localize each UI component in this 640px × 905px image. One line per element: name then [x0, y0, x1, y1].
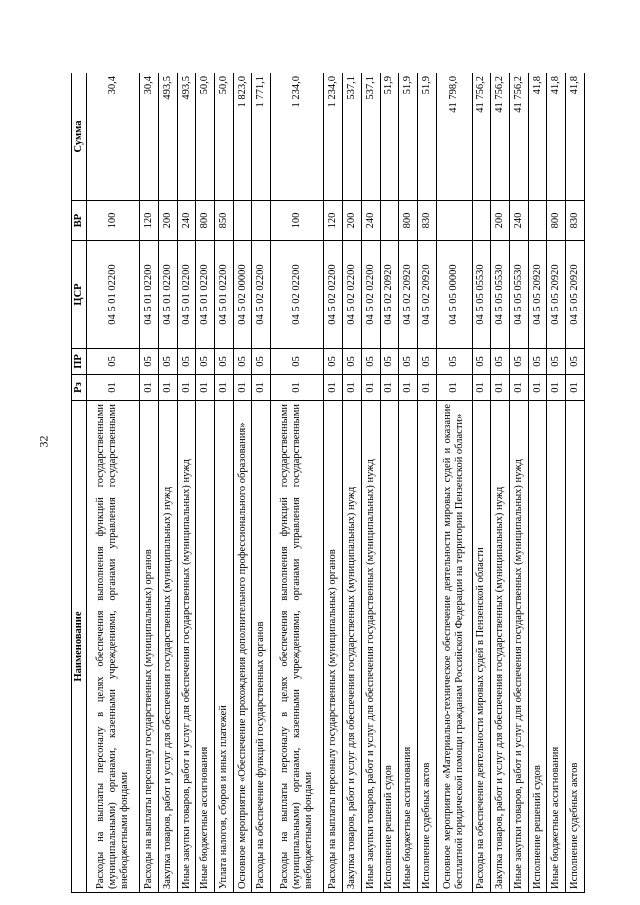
cell-csr: 04 5 02 02200 [324, 241, 343, 349]
cell-pr: 05 [196, 349, 215, 375]
table-row [528, 73, 547, 893]
cell-name: Иные бюджетные ассигнования [399, 401, 418, 893]
cell-rz: 01 [510, 375, 529, 401]
cell-sum: 1 234,0 [324, 73, 343, 201]
cell-vr [436, 201, 472, 241]
cell-pr: 05 [177, 349, 196, 375]
cell-rz: 01 [140, 375, 159, 401]
cell-vr: 100 [271, 201, 324, 241]
table-row [233, 73, 252, 893]
cell-name: Иные бюджетные ассигнования [547, 401, 566, 893]
cell-name: Исполнение судебных актов [417, 401, 436, 893]
cell-pr: 05 [417, 349, 436, 375]
cell-sum: 41 756,2 [472, 73, 491, 201]
cell-vr: 830 [566, 201, 585, 241]
table-row [343, 73, 362, 893]
cell-rz: 01 [472, 375, 491, 401]
cell-pr: 05 [158, 349, 177, 375]
cell-vr: 800 [196, 201, 215, 241]
cell-pr: 05 [472, 349, 491, 375]
table-row [252, 73, 271, 893]
cell-csr: 04 5 05 20920 [566, 241, 585, 349]
cell-vr: 830 [417, 201, 436, 241]
cell-pr: 05 [547, 349, 566, 375]
cell-rz: 01 [158, 375, 177, 401]
table-row [417, 73, 436, 893]
cell-rz: 01 [566, 375, 585, 401]
cell-sum: 51,9 [380, 73, 399, 201]
cell-name: Расходы на выплаты персоналу в целях обеспечения выполнения функций государственными (муниципальными) органами, казенными учреждениями, органами управления государственными внебюджетными фондами [271, 401, 324, 893]
cell-vr [380, 201, 399, 241]
cell-csr: 04 5 02 02200 [252, 241, 271, 349]
cell-pr: 05 [233, 349, 252, 375]
cell-vr: 850 [215, 201, 234, 241]
cell-rz: 01 [528, 375, 547, 401]
cell-vr: 240 [177, 201, 196, 241]
cell-sum: 1 823,0 [233, 73, 252, 201]
cell-pr: 05 [343, 349, 362, 375]
budget-table [71, 73, 585, 893]
cell-pr: 05 [436, 349, 472, 375]
cell-name: Исполнение решений судов [380, 401, 399, 893]
cell-csr: 04 5 01 02200 [87, 241, 140, 349]
cell-name: Расходы на выплаты персоналу государственных (муниципальных) органов [140, 401, 159, 893]
table-row [158, 73, 177, 893]
cell-sum: 30,4 [87, 73, 140, 201]
table-row [547, 73, 566, 893]
cell-sum: 51,9 [399, 73, 418, 201]
cell-rz: 01 [252, 375, 271, 401]
cell-name: Закупка товаров, работ и услуг для обеспечения государственных (муниципальных) нужд [343, 401, 362, 893]
cell-sum: 30,4 [140, 73, 159, 201]
cell-rz: 01 [417, 375, 436, 401]
cell-sum: 41,8 [547, 73, 566, 201]
cell-pr: 05 [399, 349, 418, 375]
table-row [271, 73, 324, 893]
cell-vr: 200 [491, 201, 510, 241]
cell-name: Расходы на обеспечение функций государственных органов [252, 401, 271, 893]
cell-vr: 100 [87, 201, 140, 241]
cell-csr: 04 5 02 20920 [380, 241, 399, 349]
table-body [87, 73, 585, 893]
header-pr: ПР [72, 349, 87, 375]
cell-pr: 05 [87, 349, 140, 375]
cell-csr: 04 5 02 02200 [361, 241, 380, 349]
cell-vr: 120 [140, 201, 159, 241]
cell-csr: 04 5 02 20920 [399, 241, 418, 349]
cell-sum: 50,0 [196, 73, 215, 201]
cell-csr: 04 5 02 02200 [271, 241, 324, 349]
header-vr: ВР [72, 201, 87, 241]
cell-vr: 120 [324, 201, 343, 241]
table-row [491, 73, 510, 893]
rotated-table-container [71, 73, 585, 893]
table-row [399, 73, 418, 893]
cell-name: Иные закупки товаров, работ и услуг для обеспечения государственных (муниципальных) нужд [361, 401, 380, 893]
cell-sum: 1 771,1 [252, 73, 271, 201]
cell-csr: 04 5 01 02200 [177, 241, 196, 349]
cell-csr: 04 5 05 20920 [528, 241, 547, 349]
table-row [87, 73, 140, 893]
cell-csr: 04 5 05 00000 [436, 241, 472, 349]
table-row [215, 73, 234, 893]
cell-sum: 493,5 [177, 73, 196, 201]
cell-pr: 05 [361, 349, 380, 375]
cell-pr: 05 [510, 349, 529, 375]
cell-vr [472, 201, 491, 241]
cell-csr: 04 5 01 02200 [140, 241, 159, 349]
cell-pr: 05 [566, 349, 585, 375]
cell-name: Иные закупки товаров, работ и услуг для обеспечения государственных (муниципальных) нужд [510, 401, 529, 893]
cell-sum: 537,1 [361, 73, 380, 201]
cell-vr: 200 [343, 201, 362, 241]
cell-csr: 04 5 05 05530 [491, 241, 510, 349]
table-row [140, 73, 159, 893]
cell-name: Основное мероприятие «Обеспечение прохождения дополнительного профессионального образования» [233, 401, 252, 893]
cell-vr [233, 201, 252, 241]
rotated-table-frame [71, 73, 585, 893]
cell-pr: 05 [491, 349, 510, 375]
cell-vr [252, 201, 271, 241]
table-header-row [72, 73, 87, 893]
cell-csr: 04 5 02 02200 [343, 241, 362, 349]
cell-rz: 01 [87, 375, 140, 401]
cell-csr: 04 5 01 02200 [196, 241, 215, 349]
cell-rz: 01 [361, 375, 380, 401]
cell-rz: 01 [380, 375, 399, 401]
cell-csr: 04 5 05 20920 [547, 241, 566, 349]
cell-sum: 50,0 [215, 73, 234, 201]
cell-rz: 01 [491, 375, 510, 401]
cell-rz: 01 [436, 375, 472, 401]
cell-name: Расходы на выплаты персоналу государственных (муниципальных) органов [324, 401, 343, 893]
cell-csr: 04 5 02 20920 [417, 241, 436, 349]
cell-name: Исполнение судебных актов [566, 401, 585, 893]
cell-vr: 240 [510, 201, 529, 241]
table-row [510, 73, 529, 893]
cell-vr: 240 [361, 201, 380, 241]
cell-pr: 05 [528, 349, 547, 375]
cell-name: Расходы на обеспечение деятельности мировых судей в Пензенской области [472, 401, 491, 893]
cell-name: Закупка товаров, работ и услуг для обеспечения государственных (муниципальных) нужд [491, 401, 510, 893]
cell-csr: 04 5 01 02200 [215, 241, 234, 349]
cell-rz: 01 [547, 375, 566, 401]
table-row [380, 73, 399, 893]
cell-vr [528, 201, 547, 241]
cell-pr: 05 [324, 349, 343, 375]
cell-csr: 04 5 02 00000 [233, 241, 252, 349]
cell-rz: 01 [271, 375, 324, 401]
cell-sum: 41 756,2 [491, 73, 510, 201]
cell-name: Исполнение решений судов [528, 401, 547, 893]
header-csr: ЦСР [72, 241, 87, 349]
header-name: Наименование [72, 401, 87, 893]
table-row [177, 73, 196, 893]
table-row [324, 73, 343, 893]
cell-sum: 41,8 [566, 73, 585, 201]
cell-rz: 01 [343, 375, 362, 401]
cell-sum: 537,1 [343, 73, 362, 201]
cell-name: Иные закупки товаров, работ и услуг для обеспечения государственных (муниципальных) нужд [177, 401, 196, 893]
cell-sum: 51,9 [417, 73, 436, 201]
cell-pr: 05 [271, 349, 324, 375]
cell-csr: 04 5 05 05530 [472, 241, 491, 349]
cell-pr: 05 [252, 349, 271, 375]
cell-rz: 01 [399, 375, 418, 401]
cell-rz: 01 [215, 375, 234, 401]
table-row [361, 73, 380, 893]
cell-rz: 01 [324, 375, 343, 401]
cell-sum: 1 234,0 [271, 73, 324, 201]
cell-name: Уплата налогов, сборов и иных платежей [215, 401, 234, 893]
cell-sum: 41 798,0 [436, 73, 472, 201]
cell-vr: 800 [547, 201, 566, 241]
cell-rz: 01 [233, 375, 252, 401]
cell-csr: 04 5 05 05530 [510, 241, 529, 349]
cell-name: Расходы на выплаты персоналу в целях обеспечения выполнения функций государственными (муниципальными) органами, казенными учреждениями, органами управления государственными внебюджетными фондами [87, 401, 140, 893]
cell-rz: 01 [177, 375, 196, 401]
cell-name: Иные бюджетные ассигнования [196, 401, 215, 893]
cell-vr: 800 [399, 201, 418, 241]
cell-name: Основное мероприятие «Материально-техническое обеспечение деятельности мировых судей и оказание бесплатной юридической помощи гражданам Российской Федерации на территории Пензенской области» [436, 401, 472, 893]
cell-name: Закупка товаров, работ и услуг для обеспечения государственных (муниципальных) нужд [158, 401, 177, 893]
table-row [566, 73, 585, 893]
header-rz: Рз [72, 375, 87, 401]
cell-vr: 200 [158, 201, 177, 241]
cell-sum: 493,5 [158, 73, 177, 201]
table-row [196, 73, 215, 893]
header-sum: Сумма [72, 73, 87, 201]
cell-sum: 41 756,2 [510, 73, 529, 201]
cell-rz: 01 [196, 375, 215, 401]
cell-pr: 05 [215, 349, 234, 375]
table-row [436, 73, 472, 893]
cell-csr: 04 5 01 02200 [158, 241, 177, 349]
table-row [472, 73, 491, 893]
page-number: 32 [36, 435, 51, 448]
cell-sum: 41,8 [528, 73, 547, 201]
cell-pr: 05 [380, 349, 399, 375]
cell-pr: 05 [140, 349, 159, 375]
